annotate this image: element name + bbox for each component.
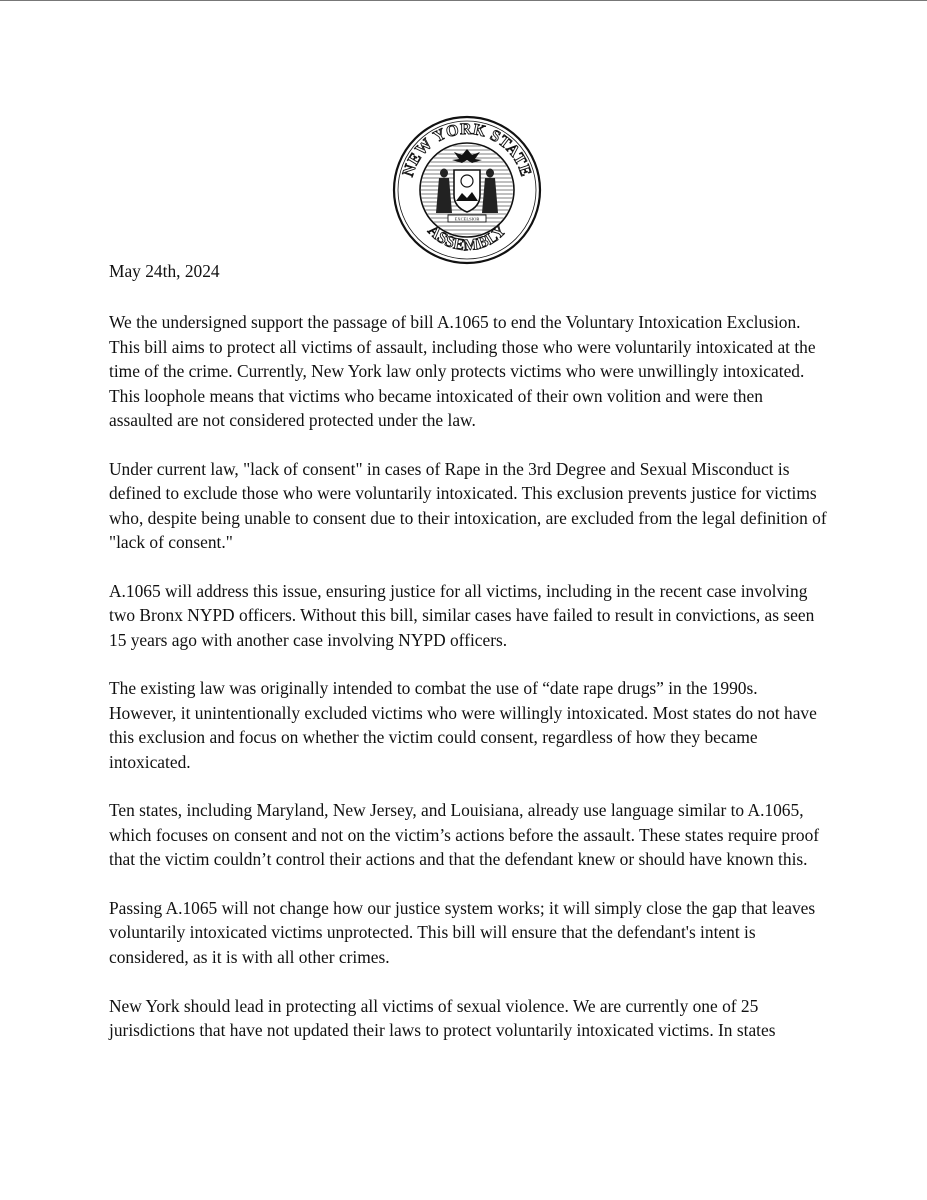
letter-body <box>109 259 829 1067</box>
paragraph-4: The existing law was originally intended to combat the use of “date rape drugs” in the 1990s. However, it unintentionally excluded victims who were willingly intoxicated. Most states do not have this exclusion and focus on whether the victim could consent, regardless of how they became intoxicated. <box>109 678 817 772</box>
paragraph-2: Under current law, "lack of consent" in cases of Rape in the 3rd Degree and Sexual Misconduct is defined to exclude those who were voluntarily intoxicated. This exclusion prevents justice for victims who, despite being unable to consent due to their intoxication, are excluded from the legal definition of "lack of consent." <box>109 458 827 553</box>
paragraph-1: We the undersigned support the passage of bill A.1065 to end the Voluntary Intoxication Exclusion. This bill aims to protect all victims of assault, including those who were voluntarily intoxicated at the time of the crime. Currently, New York law only protects victims who were unwillingly intoxicated. This loophole means that victims who became intoxicated of their own volition and were then assaulted are not considered protected under the law. <box>109 312 816 431</box>
top-border-line <box>0 0 927 1</box>
seal-motto: EXCELSIOR <box>454 216 480 222</box>
paragraph-6: Passing A.1065 will not change how our justice system works; it will simply close the gap that leaves voluntarily intoxicated victims unprotected. This bill will ensure that the defendant's intent is considered, as it is with all other crimes. <box>109 898 816 967</box>
paragraph-7: New York should lead in protecting all victims of sexual violence. We are currently one of 25 jurisdictions that have not updated their laws to protect voluntarily intoxicated victims. In states <box>109 995 776 1041</box>
seal-bottom-text: ASSEMBLY <box>424 222 510 255</box>
letter-date: May 24th, 2024 <box>109 261 220 281</box>
seal-top-text: NEW YORK STATE <box>399 120 535 179</box>
paragraph-5: Ten states, including Maryland, New Jersey, and Louisiana, already use language similar to A.1065, which focuses on consent and not on the victim’s actions before the assault. These states require proof that the victim couldn’t control their actions and that the defendant knew or should have known this. <box>109 800 820 870</box>
paragraph-3: A.1065 will address this issue, ensuring justice for all victims, including in the recent case involving two Bronx NYPD officers. Without this bill, similar cases have failed to result in convictions, as seen 15 years ago with another case involving NYPD officers. <box>109 580 815 650</box>
assembly-seal-logo <box>392 115 542 265</box>
